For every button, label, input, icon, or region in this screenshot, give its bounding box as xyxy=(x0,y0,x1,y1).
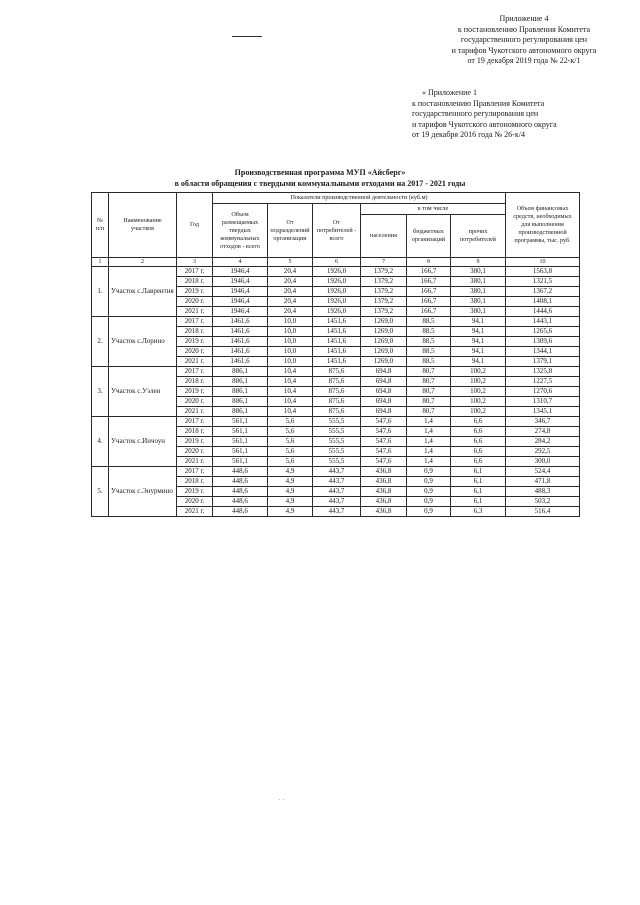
header-year: Год xyxy=(177,193,213,258)
year-cell: 2021 г. xyxy=(177,307,213,317)
value-cell: 561,1 xyxy=(213,427,268,437)
value-cell: 694,8 xyxy=(361,377,407,387)
header-other-consumers: прочих потребителей xyxy=(451,215,506,258)
value-cell: 80,7 xyxy=(407,397,451,407)
value-cell: 1451,6 xyxy=(313,357,361,367)
appendix-4-line: Приложение 4 xyxy=(499,14,549,23)
value-cell: 4,9 xyxy=(268,507,313,517)
value-cell: 1321,5 xyxy=(506,277,580,287)
header-from-consumers: От потребителей - всего xyxy=(313,204,361,258)
value-cell: 1926,0 xyxy=(313,287,361,297)
value-cell: 346,7 xyxy=(506,417,580,427)
value-cell: 4,9 xyxy=(268,487,313,497)
value-cell: 443,7 xyxy=(313,467,361,477)
value-cell: 875,6 xyxy=(313,377,361,387)
value-cell: 1926,0 xyxy=(313,267,361,277)
value-cell: 561,1 xyxy=(213,437,268,447)
value-cell: 6,6 xyxy=(451,417,506,427)
value-cell: 1379,2 xyxy=(361,297,407,307)
year-cell: 2017 г. xyxy=(177,267,213,277)
header-volume: Объем размещаемых твердых коммунальных отходов - всего xyxy=(213,204,268,258)
header-from-subdivisions: От подразделений организации xyxy=(268,204,313,258)
value-cell: 436,8 xyxy=(361,477,407,487)
value-cell: 448,6 xyxy=(213,487,268,497)
value-cell: 166,7 xyxy=(407,267,451,277)
site-number: 2. xyxy=(92,317,109,367)
value-cell: 547,6 xyxy=(361,417,407,427)
value-cell: 524,4 xyxy=(506,467,580,477)
value-cell: 6,1 xyxy=(451,487,506,497)
value-cell: 94,1 xyxy=(451,327,506,337)
value-cell: 5,6 xyxy=(268,417,313,427)
value-cell: 875,6 xyxy=(313,367,361,377)
value-cell: 555,5 xyxy=(313,417,361,427)
value-cell: 1269,0 xyxy=(361,317,407,327)
value-cell: 5,6 xyxy=(268,457,313,467)
value-cell: 94,1 xyxy=(451,317,506,327)
value-cell: 10,4 xyxy=(268,367,313,377)
value-cell: 555,5 xyxy=(313,457,361,467)
value-cell: 380,1 xyxy=(451,307,506,317)
value-cell: 886,1 xyxy=(213,407,268,417)
year-cell: 2020 г. xyxy=(177,447,213,457)
value-cell: 10,4 xyxy=(268,377,313,387)
value-cell: 694,8 xyxy=(361,407,407,417)
value-cell: 1443,1 xyxy=(506,317,580,327)
value-cell: 6,6 xyxy=(451,457,506,467)
value-cell: 1325,8 xyxy=(506,367,580,377)
value-cell: 10,4 xyxy=(268,397,313,407)
value-cell: 166,7 xyxy=(407,297,451,307)
value-cell: 1946,4 xyxy=(213,267,268,277)
value-cell: 443,7 xyxy=(313,497,361,507)
value-cell: 694,8 xyxy=(361,387,407,397)
column-number-row xyxy=(92,258,580,267)
appendix-1-line: от 19 декабря 2016 года № 26-к/4 xyxy=(412,130,525,139)
value-cell: 1461,6 xyxy=(213,337,268,347)
year-cell: 2020 г. xyxy=(177,497,213,507)
value-cell: 1461,6 xyxy=(213,327,268,337)
value-cell: 0,9 xyxy=(407,487,451,497)
title-line-2: в области обращения с твердыми коммунальными отходами на 2017 - 2021 годы xyxy=(174,178,466,188)
site-name: Участок с.Инчоун xyxy=(109,417,177,467)
column-number: 8 xyxy=(407,258,451,267)
site-name: Участок с.Энурмино xyxy=(109,467,177,517)
value-cell: 886,1 xyxy=(213,377,268,387)
value-cell: 1926,0 xyxy=(313,307,361,317)
value-cell: 292,5 xyxy=(506,447,580,457)
value-cell: 1227,5 xyxy=(506,377,580,387)
value-cell: 1309,6 xyxy=(506,337,580,347)
scan-mark: · · xyxy=(278,796,285,804)
year-cell: 2020 г. xyxy=(177,297,213,307)
value-cell: 80,7 xyxy=(407,367,451,377)
title-line-1: Производственная программа МУП «Айсберг» xyxy=(234,168,406,177)
value-cell: 300,0 xyxy=(506,457,580,467)
column-number: 4 xyxy=(213,258,268,267)
value-cell: 1946,4 xyxy=(213,287,268,297)
value-cell: 1408,1 xyxy=(506,297,580,307)
value-cell: 166,7 xyxy=(407,287,451,297)
value-cell: 1344,1 xyxy=(506,347,580,357)
header-budget-orgs: бюджетных организаций xyxy=(407,215,451,258)
value-cell: 448,6 xyxy=(213,507,268,517)
value-cell: 20,4 xyxy=(268,267,313,277)
value-cell: 1379,2 xyxy=(361,277,407,287)
value-cell: 436,8 xyxy=(361,497,407,507)
year-cell: 2017 г. xyxy=(177,317,213,327)
table-row xyxy=(92,267,580,277)
table-row xyxy=(92,417,580,427)
value-cell: 80,7 xyxy=(407,387,451,397)
year-cell: 2019 г. xyxy=(177,437,213,447)
value-cell: 875,6 xyxy=(313,407,361,417)
year-cell: 2021 г. xyxy=(177,407,213,417)
table-row xyxy=(92,367,580,377)
value-cell: 1269,0 xyxy=(361,327,407,337)
value-cell: 94,1 xyxy=(451,337,506,347)
value-cell: 555,5 xyxy=(313,447,361,457)
value-cell: 20,4 xyxy=(268,277,313,287)
appendix-4-line: от 19 декабря 2019 года № 22-к/1 xyxy=(467,56,581,65)
value-cell: 0,9 xyxy=(407,467,451,477)
column-number: 1 xyxy=(92,258,109,267)
value-cell: 471,8 xyxy=(506,477,580,487)
value-cell: 20,4 xyxy=(268,307,313,317)
value-cell: 380,1 xyxy=(451,287,506,297)
value-cell: 88,5 xyxy=(407,347,451,357)
year-cell: 2019 г. xyxy=(177,337,213,347)
value-cell: 1461,6 xyxy=(213,347,268,357)
year-cell: 2021 г. xyxy=(177,457,213,467)
value-cell: 4,9 xyxy=(268,467,313,477)
value-cell: 448,6 xyxy=(213,497,268,507)
value-cell: 88,5 xyxy=(407,317,451,327)
value-cell: 6,1 xyxy=(451,477,506,487)
header-num: № п/п xyxy=(92,193,109,258)
value-cell: 6,6 xyxy=(451,447,506,457)
value-cell: 10,0 xyxy=(268,347,313,357)
value-cell: 100,2 xyxy=(451,367,506,377)
value-cell: 1,4 xyxy=(407,417,451,427)
year-cell: 2019 г. xyxy=(177,387,213,397)
value-cell: 1461,6 xyxy=(213,357,268,367)
value-cell: 516,4 xyxy=(506,507,580,517)
value-cell: 1946,4 xyxy=(213,277,268,287)
year-cell: 2019 г. xyxy=(177,487,213,497)
value-cell: 694,8 xyxy=(361,397,407,407)
header-finance: Объем финансовых средств, необходимых для выполнения производственной программы, тыс. руб. xyxy=(506,193,580,258)
year-cell: 2018 г. xyxy=(177,277,213,287)
year-cell: 2018 г. xyxy=(177,377,213,387)
site-name: Участок с.Лаврентия xyxy=(109,267,177,317)
value-cell: 448,6 xyxy=(213,477,268,487)
year-cell: 2017 г. xyxy=(177,367,213,377)
value-cell: 10,0 xyxy=(268,317,313,327)
value-cell: 5,6 xyxy=(268,427,313,437)
value-cell: 555,5 xyxy=(313,427,361,437)
value-cell: 1946,4 xyxy=(213,307,268,317)
value-cell: 80,7 xyxy=(407,377,451,387)
value-cell: 6,6 xyxy=(451,427,506,437)
year-cell: 2017 г. xyxy=(177,467,213,477)
value-cell: 1345,1 xyxy=(506,407,580,417)
value-cell: 80,7 xyxy=(407,407,451,417)
value-cell: 1379,2 xyxy=(361,267,407,277)
value-cell: 1946,4 xyxy=(213,297,268,307)
value-cell: 547,6 xyxy=(361,427,407,437)
value-cell: 6,1 xyxy=(451,467,506,477)
value-cell: 1926,0 xyxy=(313,277,361,287)
value-cell: 1444,6 xyxy=(506,307,580,317)
value-cell: 10,0 xyxy=(268,357,313,367)
value-cell: 0,9 xyxy=(407,507,451,517)
value-cell: 1269,0 xyxy=(361,357,407,367)
value-cell: 886,1 xyxy=(213,387,268,397)
value-cell: 20,4 xyxy=(268,297,313,307)
site-number: 1. xyxy=(92,267,109,317)
value-cell: 1310,7 xyxy=(506,397,580,407)
year-cell: 2018 г. xyxy=(177,477,213,487)
value-cell: 436,8 xyxy=(361,487,407,497)
header-indicators: Показатели производственной деятельности (куб.м) xyxy=(213,193,506,204)
value-cell: 1461,6 xyxy=(213,317,268,327)
appendix-1-line: и тарифов Чукотского автономного округа xyxy=(412,119,557,129)
value-cell: 94,1 xyxy=(451,357,506,367)
value-cell: 88,5 xyxy=(407,327,451,337)
value-cell: 5,6 xyxy=(268,447,313,457)
value-cell: 1379,2 xyxy=(361,287,407,297)
value-cell: 555,5 xyxy=(313,437,361,447)
value-cell: 1,4 xyxy=(407,447,451,457)
value-cell: 1270,6 xyxy=(506,387,580,397)
year-cell: 2017 г. xyxy=(177,417,213,427)
value-cell: 10,0 xyxy=(268,337,313,347)
value-cell: 0,9 xyxy=(407,477,451,487)
value-cell: 6,6 xyxy=(451,437,506,447)
value-cell: 94,1 xyxy=(451,347,506,357)
top-rule xyxy=(232,36,262,37)
column-number: 6 xyxy=(313,258,361,267)
value-cell: 875,6 xyxy=(313,397,361,407)
value-cell: 10,4 xyxy=(268,387,313,397)
value-cell: 694,8 xyxy=(361,367,407,377)
value-cell: 4,9 xyxy=(268,477,313,487)
value-cell: 886,1 xyxy=(213,397,268,407)
value-cell: 547,6 xyxy=(361,457,407,467)
value-cell: 380,1 xyxy=(451,267,506,277)
value-cell: 561,1 xyxy=(213,447,268,457)
value-cell: 284,2 xyxy=(506,437,580,447)
value-cell: 88,5 xyxy=(407,357,451,367)
value-cell: 1,4 xyxy=(407,457,451,467)
value-cell: 443,7 xyxy=(313,477,361,487)
value-cell: 488,3 xyxy=(506,487,580,497)
year-cell: 2018 г. xyxy=(177,427,213,437)
value-cell: 1,4 xyxy=(407,427,451,437)
value-cell: 1451,6 xyxy=(313,337,361,347)
value-cell: 6,1 xyxy=(451,497,506,507)
value-cell: 166,7 xyxy=(407,277,451,287)
year-cell: 2021 г. xyxy=(177,507,213,517)
value-cell: 100,2 xyxy=(451,387,506,397)
value-cell: 1,4 xyxy=(407,437,451,447)
value-cell: 10,4 xyxy=(268,407,313,417)
table-row xyxy=(92,317,580,327)
value-cell: 380,1 xyxy=(451,297,506,307)
appendix-1-line: « Приложение 1 xyxy=(422,88,477,97)
value-cell: 1269,0 xyxy=(361,347,407,357)
value-cell: 547,6 xyxy=(361,437,407,447)
year-cell: 2020 г. xyxy=(177,347,213,357)
value-cell: 5,6 xyxy=(268,437,313,447)
value-cell: 274,8 xyxy=(506,427,580,437)
value-cell: 100,2 xyxy=(451,407,506,417)
value-cell: 443,7 xyxy=(313,487,361,497)
value-cell: 20,4 xyxy=(268,287,313,297)
year-cell: 2021 г. xyxy=(177,357,213,367)
value-cell: 100,2 xyxy=(451,377,506,387)
value-cell: 1926,0 xyxy=(313,297,361,307)
document-title xyxy=(130,168,510,189)
value-cell: 875,6 xyxy=(313,387,361,397)
table-row xyxy=(92,467,580,477)
value-cell: 436,8 xyxy=(361,507,407,517)
column-number: 7 xyxy=(361,258,407,267)
value-cell: 886,1 xyxy=(213,367,268,377)
value-cell: 561,1 xyxy=(213,457,268,467)
production-program-table xyxy=(91,192,580,517)
column-number: 3 xyxy=(177,258,213,267)
value-cell: 88,5 xyxy=(407,337,451,347)
header-site-name: Наименование участков xyxy=(109,193,177,258)
value-cell: 443,7 xyxy=(313,507,361,517)
value-cell: 503,2 xyxy=(506,497,580,507)
year-cell: 2019 г. xyxy=(177,287,213,297)
value-cell: 100,2 xyxy=(451,397,506,407)
value-cell: 436,8 xyxy=(361,467,407,477)
year-cell: 2018 г. xyxy=(177,327,213,337)
appendix-1-line: к постановлению Правления Комитета xyxy=(412,98,545,108)
site-name: Участок с.Лорино xyxy=(109,317,177,367)
value-cell: 547,6 xyxy=(361,447,407,457)
appendix-4-line: государственного регулирования цен xyxy=(460,35,588,44)
value-cell: 561,1 xyxy=(213,417,268,427)
column-number: 10 xyxy=(506,258,580,267)
appendix-1-note xyxy=(412,88,612,141)
appendix-4-line: к постановлению Правления Комитета xyxy=(457,24,591,34)
value-cell: 380,1 xyxy=(451,277,506,287)
appendix-4-line: и тарифов Чукотского автономного округа xyxy=(451,45,597,55)
value-cell: 1451,6 xyxy=(313,347,361,357)
column-number: 2 xyxy=(109,258,177,267)
value-cell: 0,9 xyxy=(407,497,451,507)
value-cell: 1379,1 xyxy=(506,357,580,367)
value-cell: 1563,8 xyxy=(506,267,580,277)
site-number: 4. xyxy=(92,417,109,467)
appendix-4-note xyxy=(424,14,624,67)
appendix-1-line: государственного регулирования цен xyxy=(412,109,539,118)
header-population: населения xyxy=(361,215,407,258)
site-number: 3. xyxy=(92,367,109,417)
value-cell: 1451,6 xyxy=(313,317,361,327)
value-cell: 1367,2 xyxy=(506,287,580,297)
value-cell: 448,6 xyxy=(213,467,268,477)
site-name: Участок с.Уэлен xyxy=(109,367,177,417)
value-cell: 1269,0 xyxy=(361,337,407,347)
value-cell: 1265,6 xyxy=(506,327,580,337)
value-cell: 166,7 xyxy=(407,307,451,317)
column-number: 5 xyxy=(268,258,313,267)
header-including: в том числе xyxy=(361,204,506,215)
column-number: 9 xyxy=(451,258,506,267)
value-cell: 4,9 xyxy=(268,497,313,507)
year-cell: 2020 г. xyxy=(177,397,213,407)
value-cell: 6,3 xyxy=(451,507,506,517)
site-number: 5. xyxy=(92,467,109,517)
value-cell: 10,0 xyxy=(268,327,313,337)
value-cell: 1379,2 xyxy=(361,307,407,317)
value-cell: 1451,6 xyxy=(313,327,361,337)
